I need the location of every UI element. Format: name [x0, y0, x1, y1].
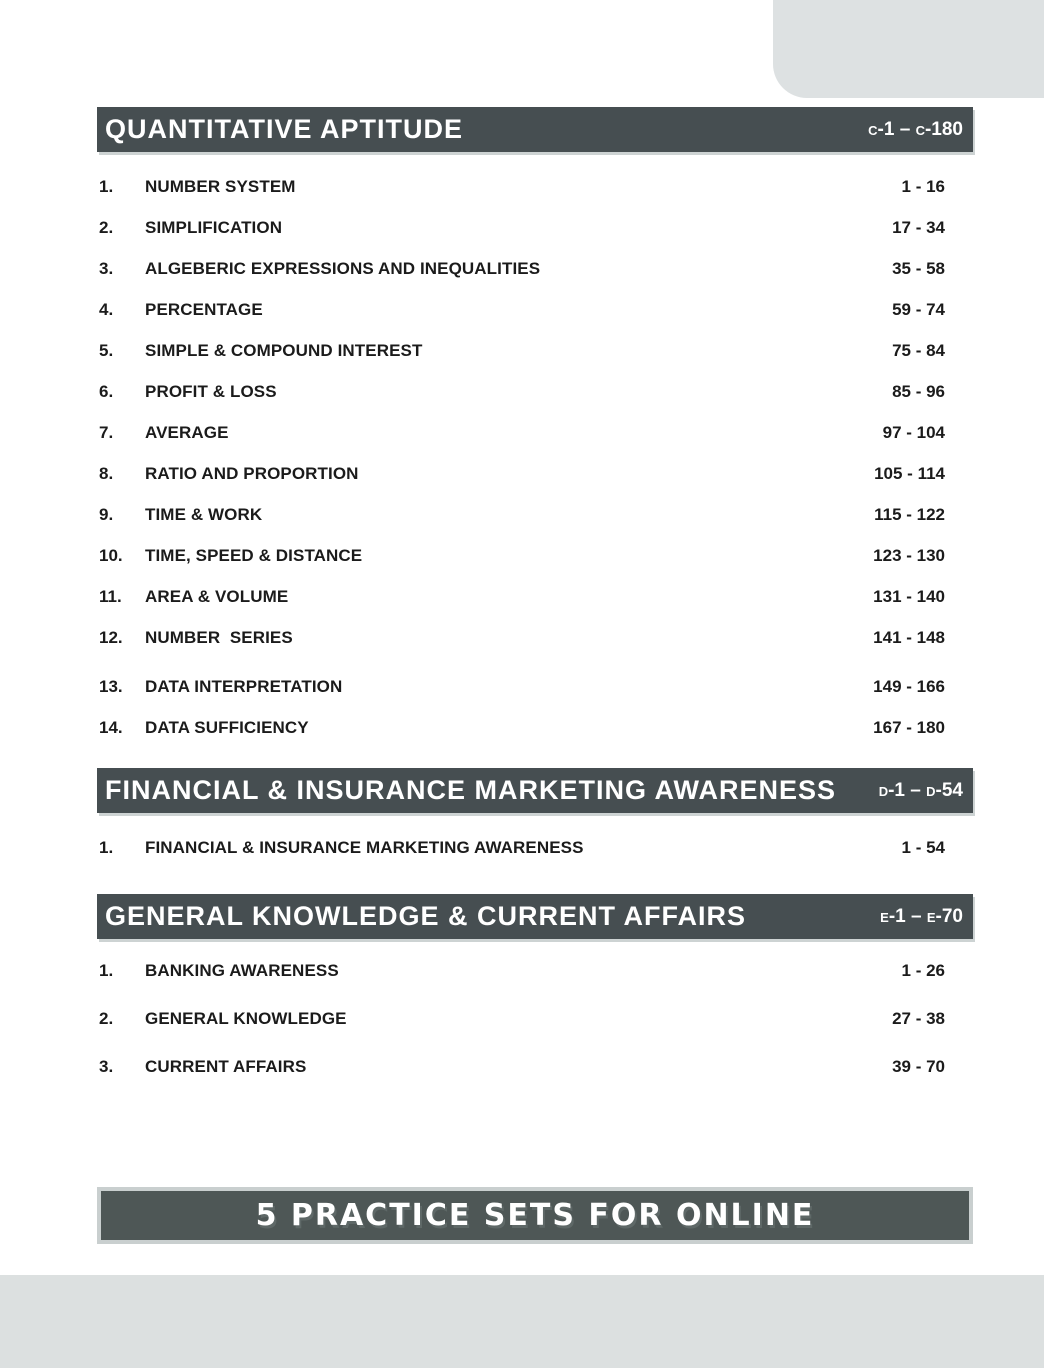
item-pages: 1 - 16: [901, 176, 945, 196]
item-title: PERCENTAGE: [145, 299, 263, 319]
item-title: GENERAL KNOWLEDGE: [145, 1009, 347, 1028]
item-pages: 1 - 26: [901, 961, 945, 980]
item-number: 1.: [99, 837, 114, 857]
item-title: CURRENT AFFAIRS: [145, 1057, 307, 1076]
toc-content: [97, 107, 973, 1244]
item-number: 5.: [99, 340, 114, 360]
practice-sets-banner: [97, 1187, 973, 1244]
toc-row: [99, 248, 945, 289]
item-pages: 115 - 122: [874, 504, 945, 524]
item-number: 10.: [99, 545, 123, 565]
toc-row: [99, 535, 945, 576]
item-number: 1.: [99, 176, 114, 196]
top-right-decoration: [773, 0, 1044, 98]
section-title: QUANTITATIVE APTITUDE: [105, 114, 463, 144]
item-number: 3.: [99, 258, 114, 278]
toc-list: [97, 813, 973, 868]
item-pages: 141 - 148: [873, 627, 945, 647]
item-title: TIME & WORK: [145, 504, 263, 524]
item-number: 8.: [99, 463, 114, 483]
toc-row: [99, 576, 945, 617]
item-number: 13.: [99, 676, 123, 696]
item-title: SIMPLE & COMPOUND INTEREST: [145, 340, 423, 360]
toc-row: [99, 995, 945, 1043]
item-number: 12.: [99, 627, 123, 647]
item-number: 1.: [99, 961, 114, 980]
toc-row: [99, 494, 945, 535]
section-title: GENERAL KNOWLEDGE & CURRENT AFFAIRS: [105, 901, 747, 931]
item-title: TIME, SPEED & DISTANCE: [145, 545, 363, 565]
item-title: NUMBER SYSTEM: [145, 176, 296, 196]
toc-row: [99, 617, 945, 658]
section-title: FINANCIAL & INSURANCE MARKETING AWARENESS: [105, 775, 837, 805]
toc-row: [99, 330, 945, 371]
toc-row: [99, 947, 945, 995]
toc-row: [99, 1043, 945, 1091]
section-page-range: C-1 – C-180: [868, 118, 963, 140]
item-title: PROFIT & LOSS: [145, 381, 277, 401]
item-pages: 131 - 140: [873, 586, 945, 606]
toc-row: [99, 412, 945, 453]
item-pages: 35 - 58: [892, 258, 945, 278]
item-pages: 1 - 54: [901, 837, 945, 857]
item-pages: 85 - 96: [892, 381, 945, 401]
item-pages: 17 - 34: [892, 217, 945, 237]
item-number: 11.: [99, 586, 122, 606]
toc-row: [99, 453, 945, 494]
item-title: NUMBER SERIES: [145, 627, 293, 647]
item-number: 3.: [99, 1057, 114, 1076]
item-title: ALGEBERIC EXPRESSIONS AND INEQUALITIES: [145, 258, 541, 278]
section-general-knowledge: [97, 894, 973, 1091]
item-number: 9.: [99, 504, 114, 524]
section-page-range: E-1 – E-70: [880, 905, 963, 927]
toc-row: [99, 166, 945, 207]
section-page-range: D-1 – D-54: [878, 779, 963, 801]
item-title: AREA & VOLUME: [145, 586, 289, 606]
item-pages: 149 - 166: [873, 676, 945, 696]
toc-list: [97, 152, 973, 748]
item-pages: 27 - 38: [892, 1009, 945, 1028]
item-number: 2.: [99, 217, 114, 237]
section-header: [97, 894, 973, 939]
section-financial-insurance: [97, 768, 973, 868]
toc-row: [99, 289, 945, 330]
item-number: 2.: [99, 1009, 114, 1028]
item-pages: 123 - 130: [873, 545, 945, 565]
toc-list: [97, 939, 973, 1091]
item-pages: 105 - 114: [874, 463, 945, 483]
item-title: AVERAGE: [145, 422, 229, 442]
toc-row: [99, 827, 945, 868]
toc-row: [99, 707, 945, 748]
toc-row: [99, 666, 945, 707]
item-number: 7.: [99, 422, 114, 442]
item-title: BANKING AWARENESS: [145, 961, 339, 980]
section-header: [97, 768, 973, 813]
bottom-decoration: [0, 1275, 1044, 1368]
item-pages: 75 - 84: [892, 340, 945, 360]
toc-row: [99, 371, 945, 412]
item-pages: 167 - 180: [873, 717, 945, 737]
item-pages: 97 - 104: [882, 422, 945, 442]
toc-row: [99, 207, 945, 248]
item-pages: 39 - 70: [892, 1057, 945, 1076]
item-title: RATIO AND PROPORTION: [145, 463, 359, 483]
item-title: DATA INTERPRETATION: [145, 676, 343, 696]
item-number: 6.: [99, 381, 114, 401]
item-title: SIMPLIFICATION: [145, 217, 283, 237]
item-number: 14.: [99, 717, 123, 737]
item-pages: 59 - 74: [892, 299, 945, 319]
banner-label: 5 PRACTICE SETS FOR ONLINE: [255, 1198, 815, 1233]
section-header: [97, 107, 973, 152]
section-quantitative-aptitude: [97, 107, 973, 748]
item-title: FINANCIAL & INSURANCE MARKETING AWARENESS: [145, 837, 584, 857]
item-title: DATA SUFFICIENCY: [145, 717, 309, 737]
item-number: 4.: [99, 299, 114, 319]
